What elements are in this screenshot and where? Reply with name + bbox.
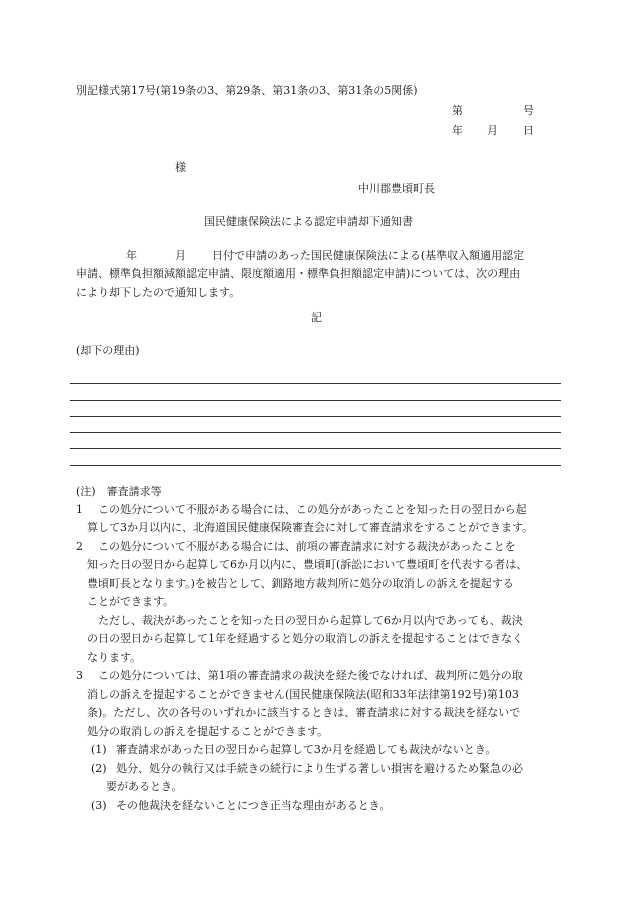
ki-heading: 記 xyxy=(311,311,322,324)
notes-header: (注) 審査請求等 xyxy=(76,485,162,498)
reason-line xyxy=(70,416,561,417)
note-2-line4: ことができます。 xyxy=(87,595,175,608)
sub-item-1-line1: 審査請求があった日の翌日から起算して3か月を経過しても裁決がないとき。 xyxy=(116,743,497,756)
reason-line xyxy=(70,465,561,466)
note-2-line6: の日の翌日から起算して1年を経過すると処分の取消しの訴えを提起することはできなく xyxy=(87,632,523,645)
issuer: 中川郡豊頃町長 xyxy=(358,182,435,195)
intro-line3: により却下したので通知します。 xyxy=(76,286,241,299)
note-3-number: 3 xyxy=(76,669,83,682)
intro-line1: 日付で申請のあった国民健康保険法による(基準収入額適用認定 xyxy=(212,249,525,262)
document-title: 国民健康保険法による認定申請却下通知書 xyxy=(204,215,413,228)
note-2-line5: ただし、裁決があったことを知った日の翌日から起算して6か月以内であっても、裁決 xyxy=(98,614,523,627)
reason-label: (却下の理由) xyxy=(76,344,140,357)
addressee-suffix: 様 xyxy=(175,161,186,174)
note-1-number: 1 xyxy=(76,503,83,516)
doc-number-prefix: 第 xyxy=(452,104,463,117)
note-3-line1: この処分については、第1項の審査請求の裁決を経た後でなければ、裁判所に処分の取 xyxy=(98,669,523,682)
note-2-line2: 知った日の翌日から起算して6か月以内に、豊頃町(訴訟において豊頃町を代表する者は、 xyxy=(87,558,528,571)
date-day: 日 xyxy=(523,124,534,137)
reason-line xyxy=(70,383,561,384)
doc-number-suffix: 号 xyxy=(523,104,534,117)
sub-item-3-number: (3) xyxy=(91,799,107,812)
intro-year: 年 xyxy=(126,249,137,262)
note-2-number: 2 xyxy=(76,540,83,553)
note-1-line1: この処分について不服がある場合には、この処分があったことを知った日の翌日から起 xyxy=(98,503,527,516)
intro-line2: 申請、標準負担額減額認定申請、限度額適用・標準負担額認定申請)については、次の理由 xyxy=(76,267,521,280)
note-2-line3: 豊頃町長となります。)を被告として、釧路地方裁判所に処分の取消しの訴えを提起する xyxy=(87,577,514,590)
note-2-line1: この処分について不服がある場合には、前項の審査請求に対する裁決があったことを xyxy=(98,540,516,553)
sub-item-2-number: (2) xyxy=(91,762,107,775)
note-3-line4: 処分の取消しの訴えを提起することができます。 xyxy=(87,725,329,738)
sub-item-1-number: (1) xyxy=(91,743,107,756)
note-3-line3: 条)。ただし、次の各号のいずれかに該当するときは、審査請求に対する裁決を経ないで xyxy=(87,706,521,719)
sub-item-3-line1: その他裁決を経ないことにつき正当な理由があるとき。 xyxy=(116,799,391,812)
form-number: 別記様式第17号(第19条の3、第29条、第31条の3、第31条の5関係) xyxy=(76,84,418,97)
reason-line xyxy=(70,448,561,449)
reason-line xyxy=(70,432,561,433)
sub-item-2-line2: 要があるとき。 xyxy=(106,780,183,793)
reason-line xyxy=(70,400,561,401)
sub-item-2-line1: 処分、処分の執行又は手続きの続行により生ずる著しい損害を避けるため緊急の必 xyxy=(116,762,523,775)
note-1-line2: 算して3か月以内に、北海道国民健康保険審査会に対して審査請求をすることができます。 xyxy=(87,521,534,534)
note-2-line7: なります。 xyxy=(87,651,142,664)
intro-month: 月 xyxy=(175,249,186,262)
date-year: 年 xyxy=(452,124,463,137)
note-3-line2: 消しの訴えを提起することができません(国民健康保険法(昭和33年法律第192号)第103 xyxy=(87,688,519,701)
date-month: 月 xyxy=(487,124,498,137)
